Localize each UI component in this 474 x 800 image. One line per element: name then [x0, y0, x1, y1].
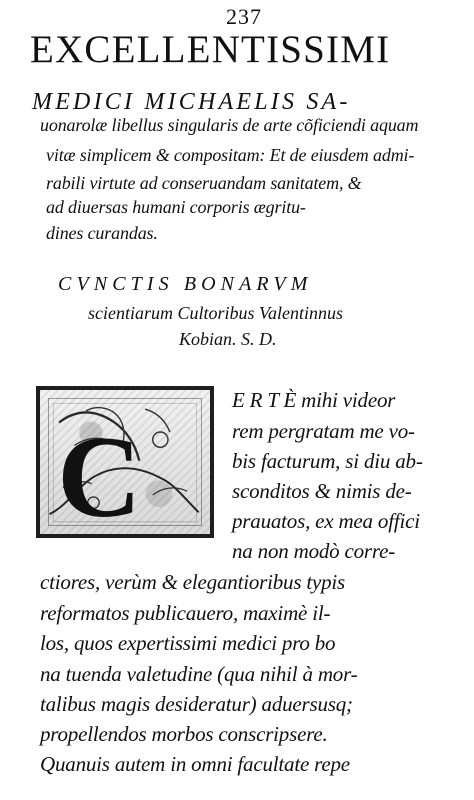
intro-line-1: uonarolæ libellus singularis de arte cõficiendi aquam — [40, 115, 419, 135]
dedication-line-2: Kobian. S. D. — [179, 329, 277, 349]
dedication-line-1: scientiarum Cultoribus Valentinnus — [88, 303, 344, 323]
initial-letter: C — [57, 413, 142, 536]
subtitle-line: MEDICI MICHAELIS SA- — [32, 89, 351, 115]
body-line-1: E R T È mihi videor — [232, 388, 396, 412]
body-line-6: na non modò corre- — [232, 539, 396, 563]
intro-line-5: dines curandas. — [46, 223, 158, 243]
body-line-4: sconditos & nimis de- — [232, 479, 412, 503]
body-line-8: reformatos publicauero, maximè il- — [40, 601, 331, 625]
body-line-10: na tuenda valetudine (qua nihil à mor- — [40, 662, 358, 686]
body-line-7: ctiores, verùm & elegantioribus typis — [40, 570, 346, 594]
decorated-initial-block — [36, 386, 214, 538]
intro-line-4: ad diuersas humani corporis ægritu- — [46, 197, 306, 217]
body-line-11: talibus magis desideratur) aduersusq; — [40, 692, 353, 716]
dedication-heading: CVNCTIS BONARVM — [58, 273, 313, 295]
body-line-13: Quanuis autem in omni facultate repe — [40, 752, 350, 776]
intro-line-3: rabili virtute ad conseruandam sanitatem, & — [46, 173, 362, 193]
main-title: EXCELLENTISSIMI — [30, 28, 391, 71]
decorated-initial-c-icon — [40, 390, 210, 535]
intro-line-2: vitæ simplicem & compositam: Et de eiusdem admi- — [46, 145, 415, 165]
body-line-12: propellendos morbos conscripsere. — [40, 722, 328, 746]
page-number: 237 — [226, 4, 262, 29]
body-line-5: prauatos, ex mea offici — [232, 509, 420, 533]
body-line-3: bis facturum, si diu ab- — [232, 449, 423, 473]
body-line-9: los, quos expertissimi medici pro bo — [40, 631, 336, 655]
body-line-2: rem pergratam me vo- — [232, 419, 415, 443]
